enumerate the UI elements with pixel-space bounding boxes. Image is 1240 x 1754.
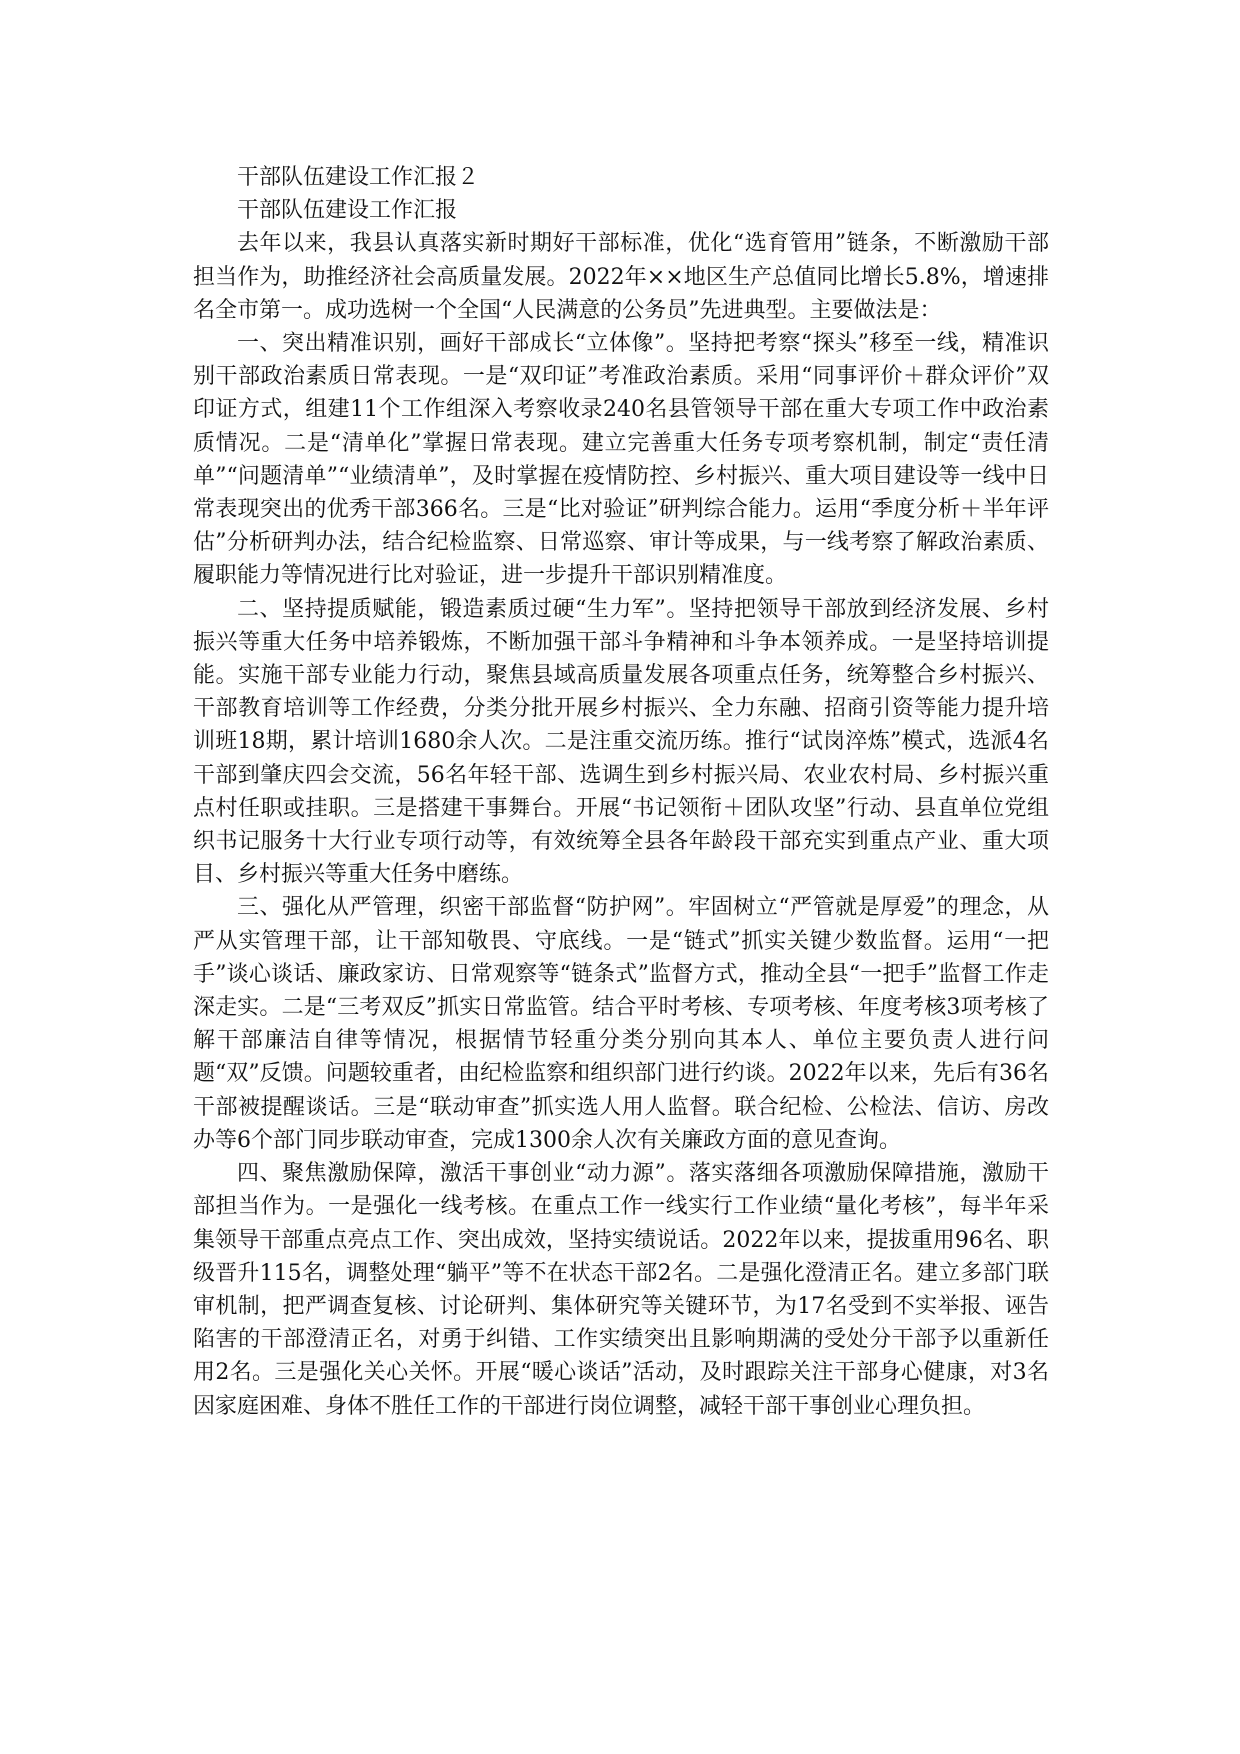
paragraph-intro: 去年以来，我县认真落实新时期好干部标准，优化“选育管用”链条，不断激励干部担当作为，助推经济社会高质量发展。2022年××地区生产总值同比增长5.8%，增速排名全市第一。成功选树一个全国“人民满意的公务员”先进典型。主要做法是： [193,231,1049,323]
paragraph-section-1: 一、突出精准识别，画好干部成长“立体像”。坚持把考察“探头”移至一线，精准识别干部政治素质日常表现。一是“双印证”考准政治素质。采用“同事评价＋群众评价”双印证方式，组建11个工作组深入考察收录240名县管领导干部在重大专项工作中政治素质情况。二是“清单化”掌握日常表现。建立完善重大任务专项考察机制，制定“责任清单”“问题清单”“业绩清单”，及时掌握在疫情防控、乡村振兴、重大项目建设等一线中日常表现突出的优秀干部366名。三是“比对验证”研判综合能力。运用“季度分析＋半年评估”分析研判办法，结合纪检监察、日常巡察、审计等成果，与一线考察了解政治素质、履职能力等情况进行比对验证，进一步提升干部识别精准度。 [193,331,1049,589]
paragraph-section-3: 三、强化从严管理，织密干部监督“防护网”。牢固树立“严管就是厚爱”的理念，从严从实管理干部，让干部知敬畏、守底线。一是“链式”抓实关键少数监督。运用“一把手”谈心谈话、廉政家访、日常观察等“链条式”监督方式，推动全县“一把手”监督工作走深走实。二是“三考双反”抓实日常监管。结合平时考核、专项考核、年度考核3项考核了解干部廉洁自律等情况，根据情节轻重分类分别向其本人、单位主要负责人进行问题“双”反馈。问题较重者，由纪检监察和组织部门进行约谈。2022年以来，先后有36名干部被提醒谈话。三是“联动审查”抓实选人用人监督。联合纪检、公检法、信访、房改办等6个部门同步联动审查，完成1300余人次有关廉政方面的意见查询。 [193,895,1049,1153]
paragraph-section-4: 四、聚焦激励保障，激活干事创业“动力源”。落实落细各项激励保障措施，激励干部担当作为。一是强化一线考核。在重点工作一线实行工作业绩“量化考核”，每半年采集领导干部重点亮点工作、突出成效，坚持实绩说话。2022年以来，提拔重用96名、职级晋升115名，调整处理“躺平”等不在状态干部2名。二是强化澄清正名。建立多部门联审机制，把严调查复核、讨论研判、集体研究等关键环节，为17名受到不实举报、诬告陷害的干部澄清正名，对勇于纠错、工作实绩突出且影响期满的受处分干部予以重新任用2名。三是强化关心关怀。开展“暖心谈话”活动，及时跟踪关注干部身心健康，对3名因家庭困难、身体不胜任工作的干部进行岗位调整，减轻干部干事创业心理负担。 [193,1161,1049,1419]
document-heading-1: 干部队伍建设工作汇报２ [237,165,480,190]
document-body [193,161,1049,1423]
document-heading-2: 干部队伍建设工作汇报 [237,198,458,224]
paragraph-section-2: 二、坚持提质赋能，锻造素质过硬“生力军”。坚持把领导干部放到经济发展、乡村振兴等重大任务中培养锻炼，不断加强干部斗争精神和斗争本领养成。一是坚持培训提能。实施干部专业能力行动，聚焦县域高质量发展各项重点任务，统筹整合乡村振兴、干部教育培训等工作经费，分类分批开展乡村振兴、全力东融、招商引资等能力提升培训班18期，累计培训1680余人次。二是注重交流历练。推行“试岗淬炼”模式，选派4名干部到肇庆四会交流，56名年轻干部、选调生到乡村振兴局、农业农村局、乡村振兴重点村任职或挂职。三是搭建干事舞台。开展“书记领衔＋团队攻坚”行动、县直单位党组织书记服务十大行业专项行动等，有效统筹全县各年龄段干部充实到重点产业、重大项目、乡村振兴等重大任务中磨练。 [193,596,1049,888]
